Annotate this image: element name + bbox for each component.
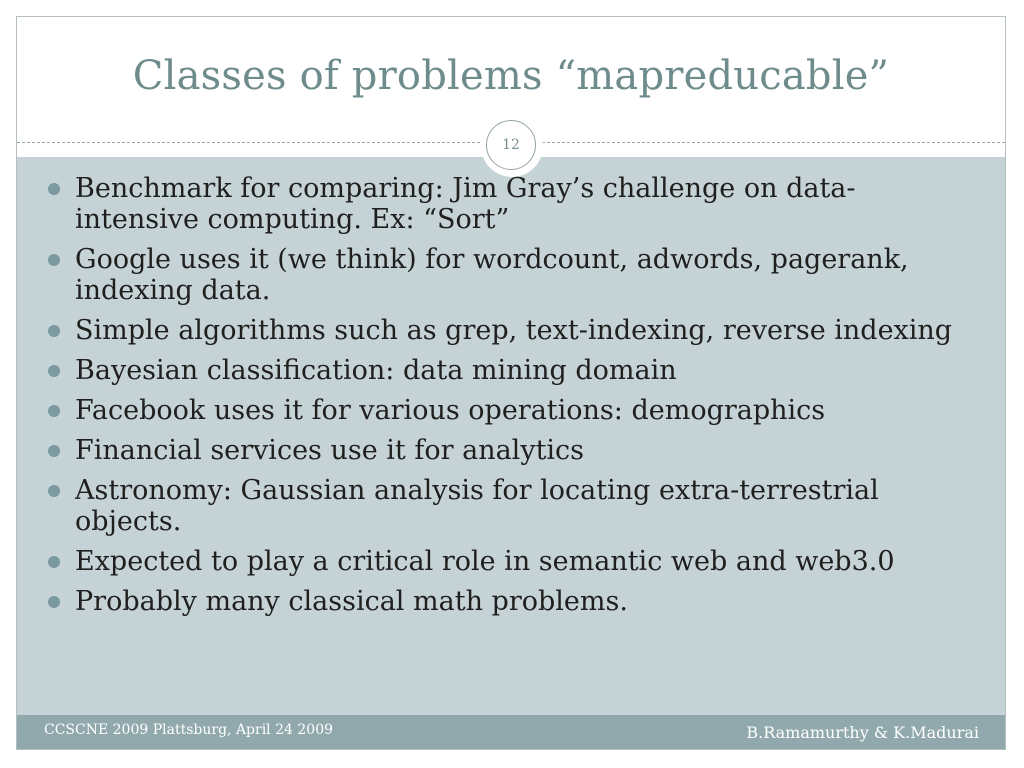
footer [17,715,1005,749]
bullet-list [17,173,1005,626]
bullet-item [17,355,1005,386]
bullet-item [17,586,1005,617]
bullet-text: Probably many classical math problems. [75,586,628,617]
bullet-text: Google uses it (we think) for wordcount, adwords, pagerank, indexing data. [75,244,909,306]
bullet-item [17,395,1005,426]
bullet-item [17,435,1005,466]
bullet-dot-icon [48,405,60,417]
bullet-dot-icon [48,254,60,266]
bullet-item [17,244,1005,306]
bullet-text: Simple algorithms such as grep, text-indexing, reverse indexing [75,315,953,346]
page-number-badge [486,120,536,170]
bullet-text: Financial services use it for analytics [75,435,585,466]
bullet-dot-icon [48,445,60,457]
bullet-item [17,546,1005,577]
bullet-text: Facebook uses it for various operations: demographics [75,395,826,426]
bullet-item [17,173,1005,235]
bullet-text: Bayesian classification: data mining domain [75,355,677,386]
slide-title: Classes of problems “mapreducable” [132,53,890,99]
page-number: 12 [502,137,520,153]
bullet-dot-icon [48,596,60,608]
bullet-text: Expected to play a critical role in semantic web and web3.0 [75,546,895,577]
bullet-text: Astronomy: Gaussian analysis for locating extra-terrestrial objects. [75,475,879,537]
bullet-item [17,315,1005,346]
bullet-dot-icon [48,183,60,195]
footer-event: CCSCNE 2009 Plattsburg, April 24 2009 [44,722,334,738]
bullet-text: Benchmark for comparing: Jim Gray’s challenge on data-intensive computing. Ex: “Sort” [75,173,856,235]
bullet-dot-icon [48,365,60,377]
bullet-dot-icon [48,485,60,497]
slide [16,16,1006,750]
bullet-dot-icon [48,325,60,337]
bullet-dot-icon [48,556,60,568]
bullet-item [17,475,1005,537]
footer-authors: B.Ramamurthy & K.Madurai [746,723,979,742]
